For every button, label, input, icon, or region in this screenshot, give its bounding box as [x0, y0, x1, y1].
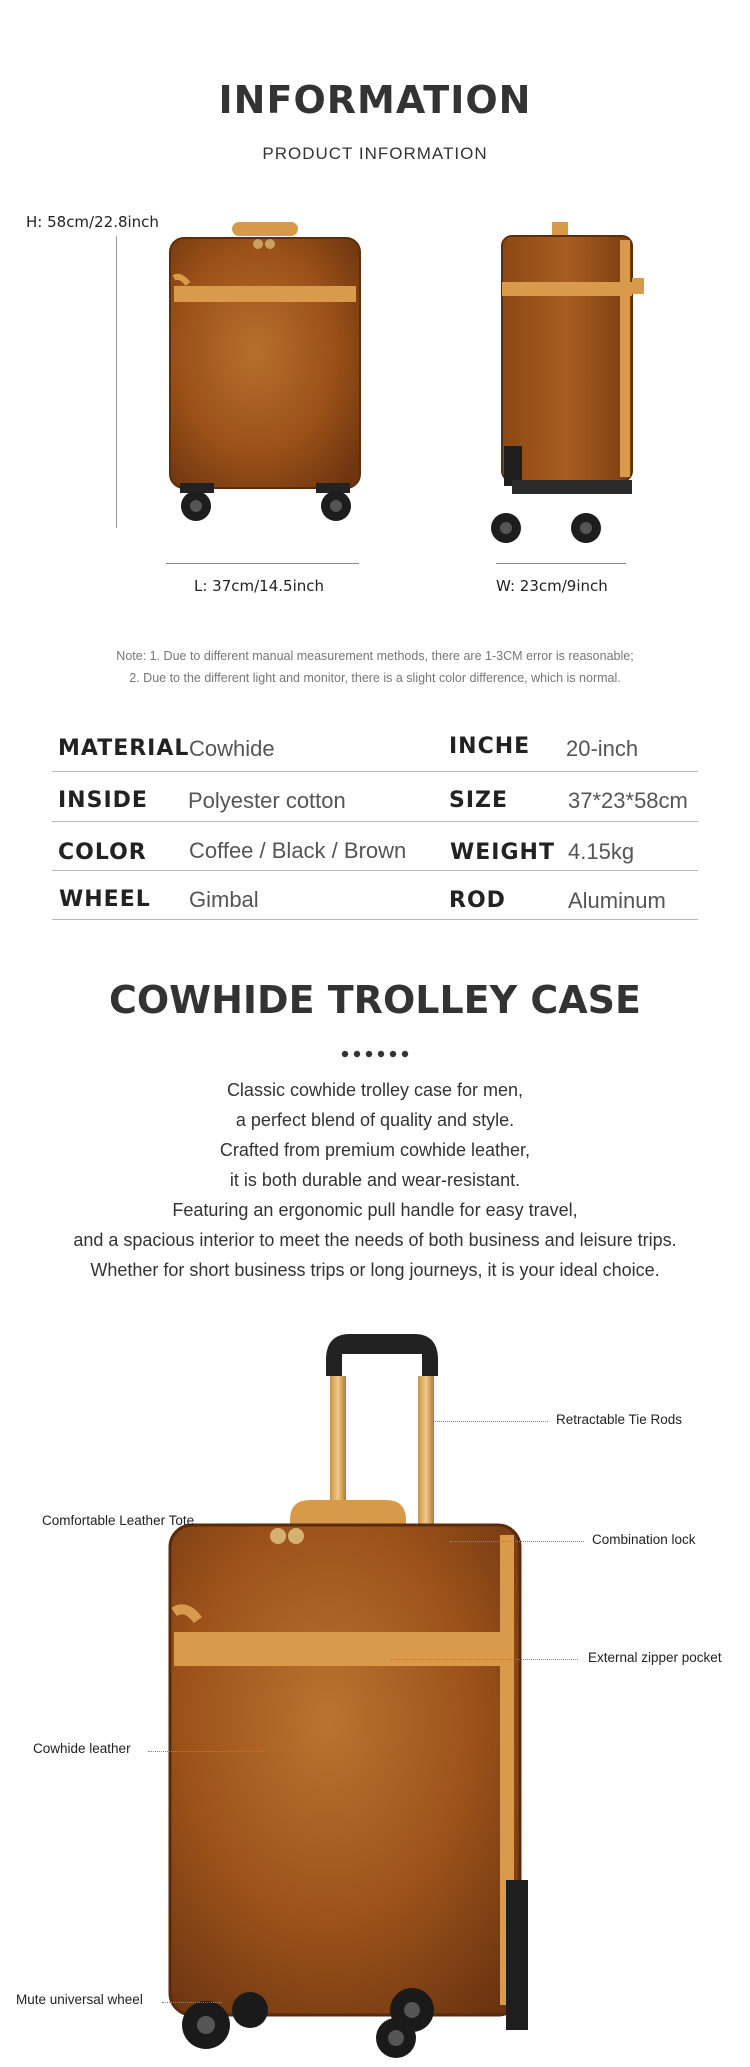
- suitcase-side-image: [482, 218, 652, 548]
- spec-value: 37*23*58cm: [568, 788, 688, 813]
- info-title: INFORMATION: [218, 78, 532, 122]
- spec-value: Cowhide: [189, 736, 275, 761]
- callout-line-rods: [432, 1421, 548, 1422]
- trolley-title: COWHIDE TROLLEY CASE: [108, 978, 642, 1022]
- spec-value: Polyester cotton: [188, 788, 346, 813]
- spec-value: Coffee / Black / Brown: [189, 838, 407, 863]
- description-line: Featuring an ergonomic pull handle for easy travel,: [172, 1200, 578, 1220]
- spec-label: INCHE: [449, 734, 531, 759]
- spec-row: [52, 828, 700, 876]
- callout-pocket: External zipper pocket: [588, 1650, 722, 1665]
- note-line-2: 2. Due to the different light and monitor, there is a slight color difference, which is normal.: [129, 671, 621, 685]
- description: [0, 1075, 750, 1285]
- spec-divider: [52, 771, 698, 772]
- note-line-1: Note: 1. Due to different manual measurement methods, there are 1-3CM error is reasonable;: [116, 649, 634, 663]
- spec-label: COLOR: [58, 840, 147, 865]
- callout-line-lock: [450, 1541, 584, 1542]
- description-line: Crafted from premium cowhide leather,: [219, 1140, 531, 1160]
- spec-value: Aluminum: [568, 888, 666, 913]
- spec-label: MATERIAL: [58, 736, 190, 761]
- suitcase-detail-image: [150, 1320, 540, 2060]
- callout-line-leather: [148, 1751, 266, 1752]
- description-line: a perfect blend of quality and style.: [235, 1110, 515, 1130]
- description-line: Whether for short business trips or long journeys, it is your ideal choice.: [90, 1260, 660, 1280]
- length-label: L: 37cm/14.5inch: [194, 577, 325, 595]
- spec-label: INSIDE: [58, 788, 148, 813]
- callout-leather: Cowhide leather: [33, 1741, 131, 1756]
- spec-value: 20-inch: [566, 736, 639, 761]
- description-line: it is both durable and wear-resistant.: [229, 1170, 521, 1190]
- callout-tote: Comfortable Leather Tote: [42, 1513, 195, 1528]
- spec-row: [52, 877, 700, 925]
- spec-label: SIZE: [449, 788, 509, 813]
- spec-divider: [52, 870, 698, 871]
- callout-line-pocket: [390, 1659, 578, 1660]
- description-line: and a spacious interior to meet the needs of both business and leisure trips.: [73, 1230, 677, 1250]
- callout-wheel: Mute universal wheel: [16, 1992, 143, 2007]
- width-label: W: 23cm/9inch: [496, 577, 608, 595]
- info-subtitle: PRODUCT INFORMATION: [262, 144, 488, 163]
- height-label: H: 58cm/22.8inch: [26, 213, 159, 231]
- callout-rods: Retractable Tie Rods: [556, 1412, 683, 1427]
- spec-label: WEIGHT: [450, 840, 555, 865]
- spec-row: [52, 728, 700, 776]
- length-line: [166, 563, 359, 564]
- callout-line-wheel: [162, 2002, 222, 2003]
- width-line: [496, 563, 626, 564]
- spec-divider: [52, 821, 698, 822]
- spec-row: [52, 778, 700, 826]
- spec-label: WHEEL: [59, 887, 151, 912]
- spec-label: ROD: [449, 888, 506, 913]
- description-line: Classic cowhide trolley case for men,: [226, 1080, 524, 1100]
- spec-divider: [52, 919, 698, 920]
- suitcase-front-image: [160, 218, 370, 528]
- callout-line-tote: [218, 1523, 290, 1524]
- spec-value: Gimbal: [189, 887, 259, 912]
- spec-value: 4.15kg: [568, 839, 635, 864]
- title-dots-decoration: [341, 1050, 411, 1058]
- height-line: [116, 236, 117, 528]
- callout-lock: Combination lock: [592, 1532, 696, 1547]
